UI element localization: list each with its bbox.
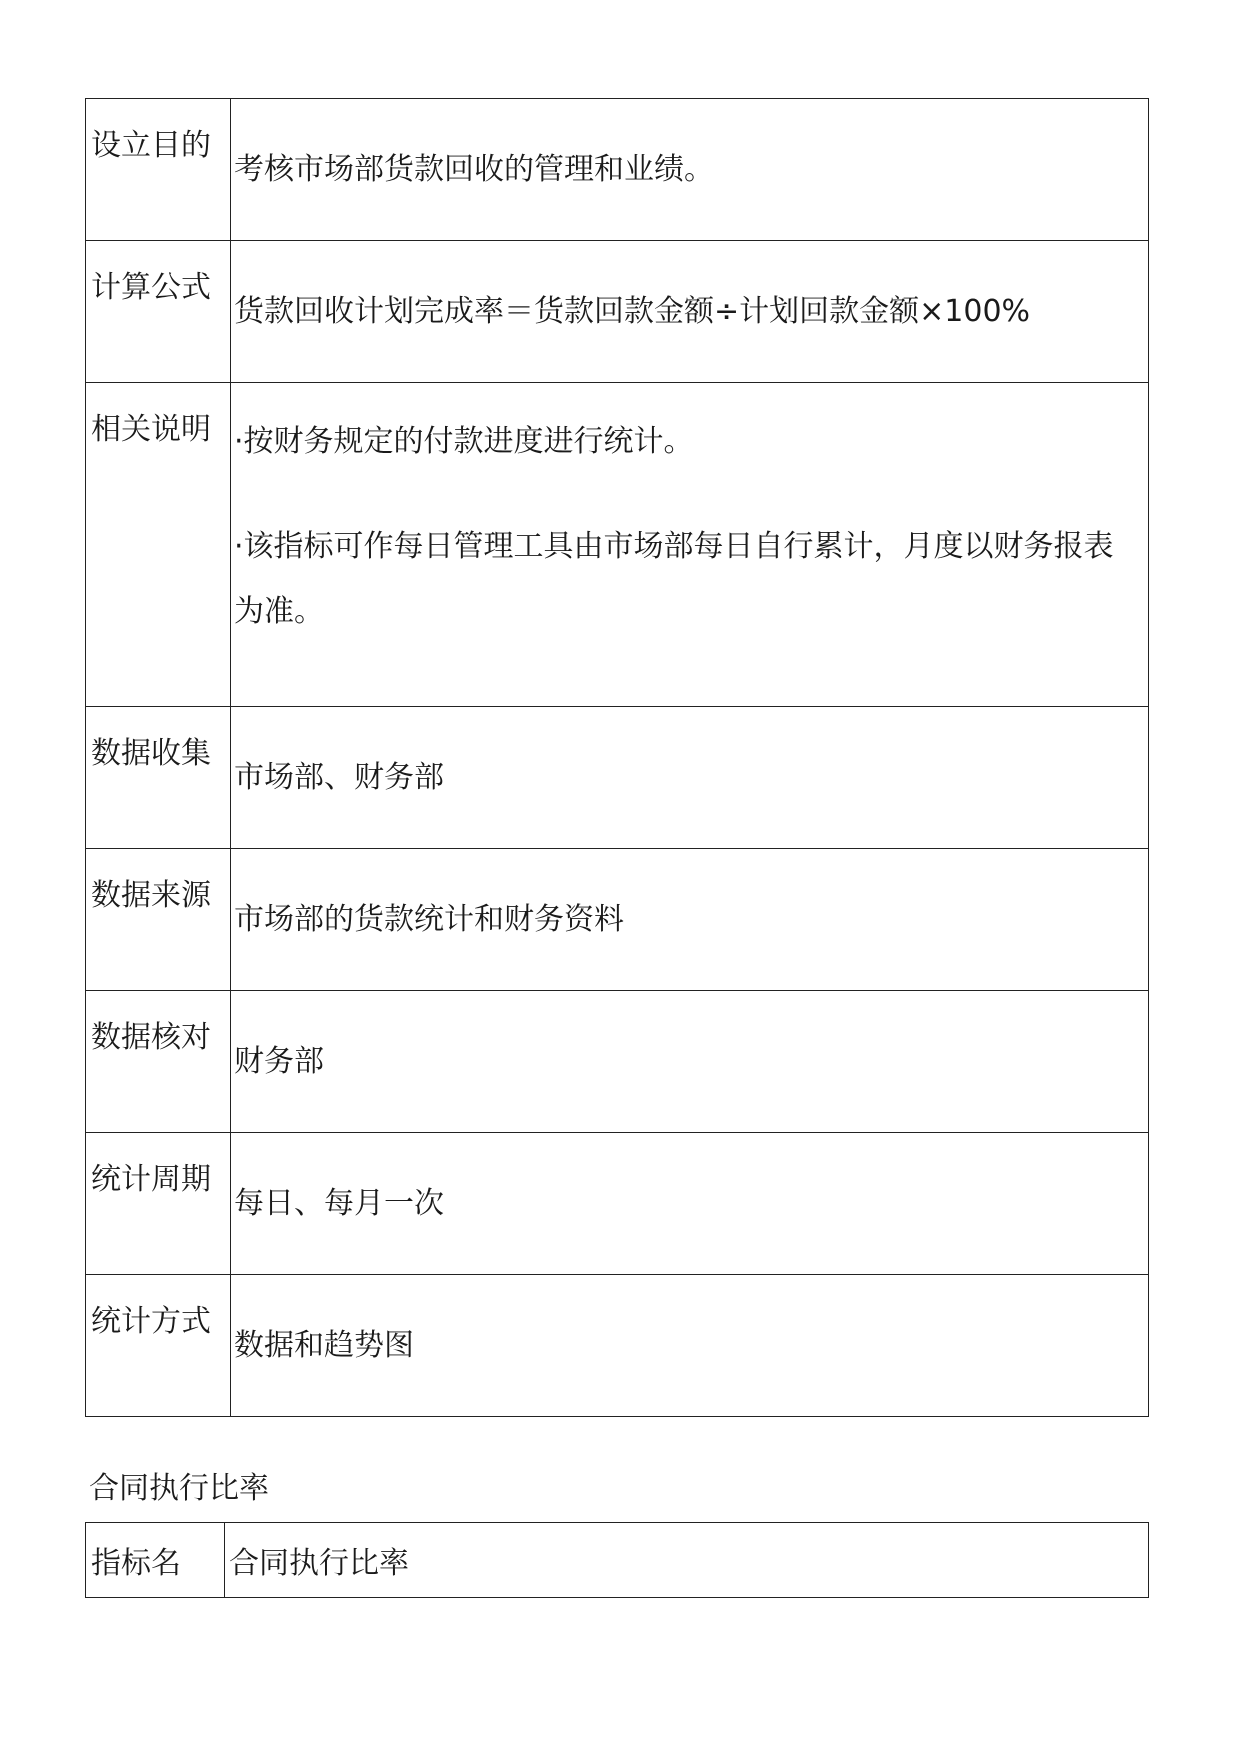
table-row-data-source — [86, 849, 1149, 991]
row-label: 指标名 — [86, 1523, 225, 1598]
row-label: 统计方式 — [86, 1275, 231, 1417]
table-row-notes — [86, 383, 1149, 707]
row-label: 数据核对 — [86, 991, 231, 1133]
row-value: 市场部的货款统计和财务资料 — [231, 849, 1149, 991]
row-value: 每日、每月一次 — [231, 1133, 1149, 1275]
row-label: 相关说明 — [86, 383, 231, 707]
table-row-formula — [86, 241, 1149, 383]
row-value — [231, 383, 1149, 707]
row-value: 数据和趋势图 — [231, 1275, 1149, 1417]
row-value: 财务部 — [231, 991, 1149, 1133]
table-row-period — [86, 1133, 1149, 1275]
section-heading: 合同执行比率 — [89, 1471, 269, 1506]
row-label: 数据来源 — [86, 849, 231, 991]
row-label: 数据收集 — [86, 707, 231, 849]
table-row-data-check — [86, 991, 1149, 1133]
note-item: ·该指标可作每日管理工具由市场部每日自行累计，月度以财务报表为准。 — [234, 529, 1114, 629]
note-item: ·按财务规定的付款进度进行统计。 — [234, 424, 694, 459]
table-row-method — [86, 1275, 1149, 1417]
table-row-data-collection — [86, 707, 1149, 849]
row-value: 考核市场部货款回收的管理和业绩。 — [231, 99, 1149, 241]
table-row-purpose — [86, 99, 1149, 241]
row-label: 设立目的 — [86, 99, 231, 241]
row-value: 货款回收计划完成率＝货款回款金额÷计划回款金额×100% — [231, 241, 1149, 383]
row-label: 计算公式 — [86, 241, 231, 383]
row-value: 合同执行比率 — [225, 1523, 1149, 1598]
note-spacer — [234, 474, 1142, 514]
kpi-table — [85, 98, 1149, 1417]
table-row-indicator-name — [86, 1523, 1149, 1598]
kpi-table-2 — [85, 1522, 1149, 1598]
row-label: 统计周期 — [86, 1133, 231, 1275]
row-value: 市场部、财务部 — [231, 707, 1149, 849]
